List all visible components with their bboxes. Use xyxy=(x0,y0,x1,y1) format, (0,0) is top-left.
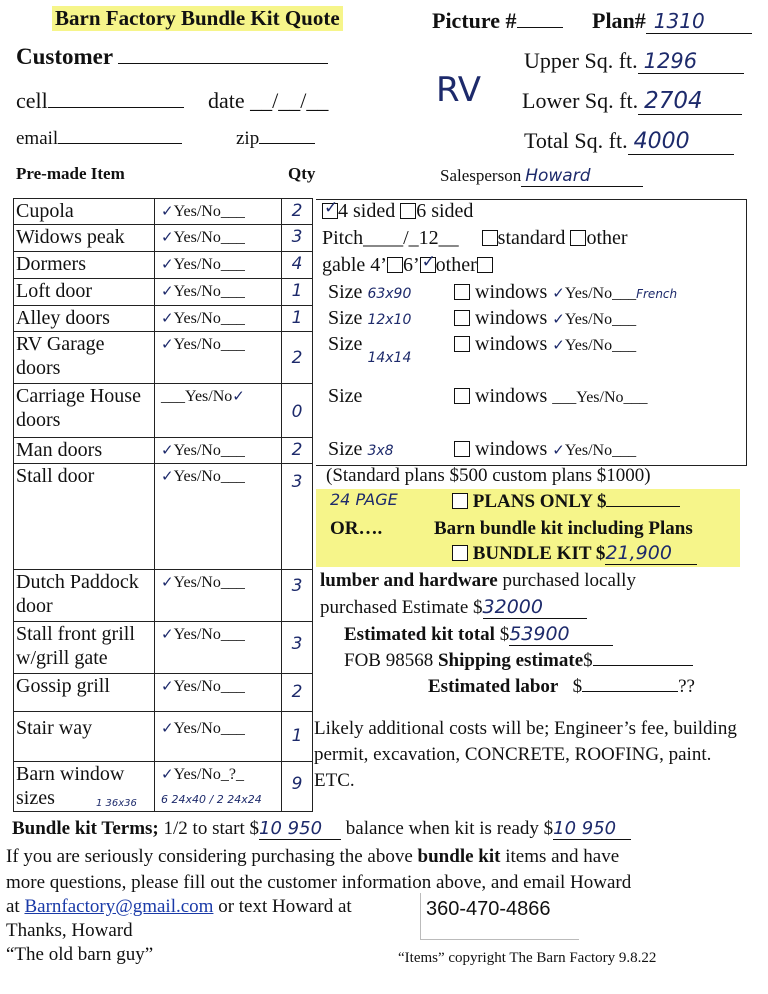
rv-door-detail: Size $_{14x14}$ xyxy=(328,333,412,366)
plans-only-checkbox[interactable] xyxy=(452,493,468,509)
kit-total-value: 53900 xyxy=(509,623,613,646)
gable-6-checkbox[interactable] xyxy=(420,257,436,273)
carriage-door-detail: Size xyxy=(328,385,363,407)
rv-note: RV xyxy=(436,70,482,110)
loft-door-detail: Size 63x90 xyxy=(328,281,412,303)
item-qty[interactable]: 0 xyxy=(282,384,313,438)
lower-sqft-field[interactable] xyxy=(522,88,742,115)
table-row xyxy=(14,622,313,674)
gable-4-checkbox[interactable] xyxy=(387,257,403,273)
thanks-line: Thanks, Howard xyxy=(6,920,133,941)
item-yes-no[interactable]: ✓Yes/No___ xyxy=(155,332,282,384)
item-name: Cupola xyxy=(14,199,155,225)
item-yes-no[interactable]: ✓Yes/No___ xyxy=(155,622,282,674)
cell-label: cell xyxy=(16,88,48,113)
table-row xyxy=(14,438,313,464)
bundle-kit-option[interactable]: BUNDLE KIT $21,900 xyxy=(452,542,697,565)
item-yes-no[interactable]: ✓Yes/No___ xyxy=(155,674,282,712)
table-row xyxy=(14,762,313,812)
balance-payment-value: 10 950 xyxy=(553,818,631,840)
item-yes-no[interactable]: ✓Yes/No___ xyxy=(155,712,282,762)
salesperson-value: Howard xyxy=(521,166,643,187)
bundle-kit-checkbox[interactable] xyxy=(452,545,468,561)
item-name: Man doors xyxy=(14,438,155,464)
item-qty[interactable]: 2 xyxy=(282,332,313,384)
item-yes-no[interactable]: ✓Yes/No___ xyxy=(155,306,282,332)
lower-label: Lower Sq. ft. xyxy=(522,88,639,113)
item-name: Stall front grill w/grill gate xyxy=(14,622,155,674)
pitch-field[interactable]: Pitch____/_12__ xyxy=(322,227,459,249)
item-name: Widows peak xyxy=(14,225,155,252)
item-qty[interactable]: 4 xyxy=(282,252,313,279)
plan-number-field[interactable] xyxy=(592,8,752,34)
salesperson-label: Salesperson xyxy=(440,166,522,185)
bundle-terms: Bundle kit Terms; 1/2 to start $10 950 balance when kit is ready $10 950 xyxy=(12,818,631,840)
premade-header: Pre-made Item xyxy=(16,164,125,183)
total-label: Total Sq. ft. xyxy=(524,128,628,153)
cupola-4-checkbox[interactable] xyxy=(322,203,338,219)
item-name: Stall door xyxy=(14,464,155,570)
item-qty[interactable]: 2 xyxy=(282,674,313,712)
item-name: Stair way xyxy=(14,712,155,762)
standard-checkbox[interactable] xyxy=(482,230,498,246)
table-row xyxy=(14,332,313,384)
item-qty[interactable]: 2 xyxy=(282,199,313,225)
rv-windows-checkbox[interactable] xyxy=(454,336,470,352)
zip-field[interactable] xyxy=(236,128,315,150)
qty-header: Qty xyxy=(288,164,316,183)
item-yes-no[interactable]: ___Yes/No✓ xyxy=(155,384,282,438)
additional-costs: Likely additional costs will be; Engineer’s fee, building permit, excavation, CONCRETE, ROOFING, paint. ETC. xyxy=(314,718,737,791)
email-label: email xyxy=(16,128,59,149)
widows-options: Pitch____/_12__ standard other xyxy=(322,227,628,249)
cupola-options: ✓4 sided 6 sided xyxy=(322,200,473,223)
item-name: Loft door xyxy=(14,279,155,306)
item-yes-no[interactable]: ✓Yes/No___ xyxy=(155,279,282,306)
upper-value: 1296 xyxy=(638,49,744,74)
item-qty[interactable]: 1 xyxy=(282,279,313,306)
labor-estimate[interactable]: Estimated labor $ ?? xyxy=(428,676,695,697)
table-row xyxy=(14,384,313,438)
upper-label: Upper Sq. ft. xyxy=(524,48,638,73)
page-count-note: 24 PAGE xyxy=(330,490,398,509)
barn-window-note: 6 24x40 / 2 24x24 xyxy=(161,793,262,806)
zip-label: zip xyxy=(236,128,260,149)
table-row xyxy=(14,464,313,570)
cupola-6-checkbox[interactable] xyxy=(400,203,416,219)
alley-door-detail: Size 12x10 xyxy=(328,307,412,329)
page-title: Barn Factory Bundle Kit Quote xyxy=(52,6,343,31)
email-field[interactable] xyxy=(16,128,182,150)
item-name: Barn window sizes 1 36x36 xyxy=(14,762,155,812)
table-row xyxy=(14,279,313,306)
man-windows-checkbox[interactable] xyxy=(454,441,470,457)
table-row xyxy=(14,252,313,279)
table-row xyxy=(14,712,313,762)
lower-value: 2704 xyxy=(638,88,742,115)
dormer-options: gable 4’ 6’✓ other xyxy=(322,254,493,277)
table-row xyxy=(14,225,313,252)
item-name: Dutch Paddock door xyxy=(14,570,155,622)
loft-windows-checkbox[interactable] xyxy=(454,284,470,300)
alley-windows-checkbox[interactable] xyxy=(454,310,470,326)
date-field[interactable] xyxy=(208,88,328,114)
item-yes-no[interactable]: ✓Yes/No___ xyxy=(155,252,282,279)
signature-line: “The old barn guy” xyxy=(6,944,154,965)
item-name: Alley doors xyxy=(14,306,155,332)
items-table xyxy=(13,198,313,812)
loft-windows: windows ✓Yes/No___French xyxy=(454,281,677,304)
plan-value: 1310 xyxy=(646,9,752,34)
lumber-line: lumber and hardware purchased locally xyxy=(320,570,636,591)
cell-field[interactable] xyxy=(16,88,184,114)
other-checkbox[interactable] xyxy=(570,230,586,246)
alley-windows: windows ✓Yes/No___ xyxy=(454,307,636,330)
item-yes-no[interactable]: ✓Yes/No___ xyxy=(155,438,282,464)
plans-only-option[interactable]: PLANS ONLY $ xyxy=(452,491,680,513)
instructions-line-1: If you are seriously considering purchasing the above bundle kit items and have xyxy=(6,846,620,867)
plans-price-note: (Standard plans $500 custom plans $1000) xyxy=(326,465,651,486)
shipping-estimate[interactable]: FOB 98568 Shipping estimate$ xyxy=(344,650,693,672)
upper-sqft-field[interactable] xyxy=(524,48,744,74)
purchased-value: 32000 xyxy=(483,596,587,619)
item-qty[interactable]: 9 xyxy=(282,762,313,812)
customer-field[interactable] xyxy=(16,44,328,70)
or-text: OR…. xyxy=(330,518,383,539)
email-link[interactable]: Barnfactory@gmail.com xyxy=(24,896,214,917)
instructions-line-2: more questions, please fill out the customer information above, and email Howard xyxy=(6,872,632,893)
barn-window-note-36: 1 36x36 xyxy=(96,798,137,809)
item-name: Gossip grill xyxy=(14,674,155,712)
bundle-description: Barn bundle kit including Plans xyxy=(434,518,693,539)
item-yes-no[interactable]: ✓Yes/No___ xyxy=(155,464,282,570)
item-qty[interactable]: 1 xyxy=(282,306,313,332)
carriage-windows: windows ___Yes/No___ xyxy=(454,385,648,408)
phone-number[interactable]: 360-470-4866 xyxy=(426,898,551,920)
item-qty[interactable]: 2 xyxy=(282,438,313,464)
item-yes-no[interactable]: ✓Yes/No_?_ 6 24x40 / 2 24x24 xyxy=(155,762,282,812)
purchased-estimate[interactable]: purchased Estimate $32000 xyxy=(320,596,587,619)
plan-label: Plan# xyxy=(592,8,646,33)
total-value: 4000 xyxy=(628,129,734,155)
table-row xyxy=(14,674,313,712)
picture-label: Picture # xyxy=(432,8,517,33)
item-qty[interactable]: 3 xyxy=(282,570,313,622)
rv-windows: windows ✓Yes/No___ xyxy=(454,333,636,356)
item-qty[interactable]: 3 xyxy=(282,622,313,674)
kit-total[interactable]: Estimated kit total $53900 xyxy=(344,623,613,646)
item-yes-no[interactable]: ✓Yes/No___ xyxy=(155,199,282,225)
bundle-kit-value: 21,900 xyxy=(605,542,697,565)
dormer-other-checkbox[interactable] xyxy=(477,257,493,273)
item-qty[interactable]: 3 xyxy=(282,225,313,252)
customer-label: Customer xyxy=(16,44,113,69)
man-windows: windows ✓Yes/No___ xyxy=(454,438,636,461)
table-row xyxy=(14,199,313,225)
item-name: Dormers xyxy=(14,252,155,279)
total-sqft-field[interactable] xyxy=(524,128,734,155)
date-slashes: __/__/__ xyxy=(250,88,329,113)
date-label: date xyxy=(208,88,245,113)
item-name: Carriage House doors xyxy=(14,384,155,438)
salesperson-field[interactable] xyxy=(440,166,643,187)
item-qty[interactable]: 1 xyxy=(282,712,313,762)
item-yes-no[interactable]: ✓Yes/No___ xyxy=(155,225,282,252)
copyright: “Items” copyright The Barn Factory 9.8.22 xyxy=(398,950,657,966)
table-row xyxy=(14,570,313,622)
carriage-windows-checkbox[interactable] xyxy=(454,388,470,404)
picture-number-field[interactable] xyxy=(432,8,563,34)
item-name: RV Garage doors xyxy=(14,332,155,384)
man-door-detail: Size 3x8 xyxy=(328,438,394,460)
contact-line: at Barnfactory@gmail.com or text Howard at xyxy=(6,896,352,917)
item-qty[interactable]: 3 xyxy=(282,464,313,570)
start-payment-value: 10 950 xyxy=(259,818,341,840)
table-row xyxy=(14,306,313,332)
item-yes-no[interactable]: ✓Yes/No___ xyxy=(155,570,282,622)
